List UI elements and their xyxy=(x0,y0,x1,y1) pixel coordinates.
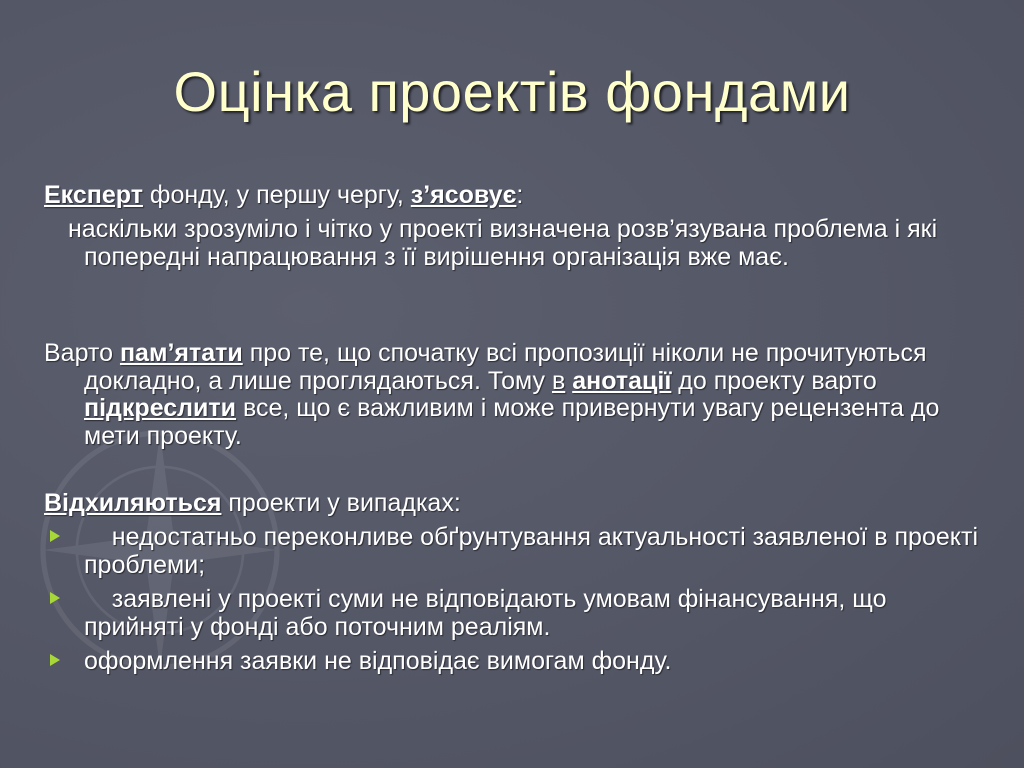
remember-text-4: до проекту варто xyxy=(671,366,877,395)
expert-detail-text: наскільки зрозуміло і чітко у проекті визначена розв’язувана проблема і які попередні напрацювання з її вирішення організація вже має. xyxy=(68,215,938,271)
remember-text-5: все, що є важливим і може привернути увагу рецензента до мети проекту. xyxy=(84,394,940,450)
expert-text-a: фонду, у першу чергу, xyxy=(142,181,411,209)
bullet-text-3: оформлення заявки не відповідає вимогам фонду. xyxy=(84,647,672,675)
remember-text-2: про те, що спочатку всі пропозиції ніколи не прочитуються докладно, а лише проглядаються. Тому xyxy=(84,339,927,395)
paragraph-expert xyxy=(44,182,984,210)
remember-term: пам’ятати xyxy=(119,339,243,367)
bullet-text xyxy=(84,648,984,676)
bullet-text-2: заявлені у проекті суми не відповідають умовам фінансування, що прийняті у фонді або поточним реаліям. xyxy=(84,585,894,641)
remember-text-1: Варто xyxy=(44,339,120,367)
annotation-term: анотації xyxy=(572,366,672,395)
bullet-text xyxy=(84,586,984,641)
clarifies-term: з’ясовує xyxy=(410,181,517,209)
slide-title: Оцінка проектів фондами xyxy=(173,60,851,123)
bullet-arrow-icon xyxy=(50,592,60,604)
paragraph-rejected xyxy=(44,490,984,518)
underline-term: підкреслити xyxy=(84,394,237,422)
paragraph-remember xyxy=(44,340,984,450)
bullet-text-1: недостатньо переконливе обґрунтування актуальності заявленої в проекті проблеми; xyxy=(84,523,985,579)
bullet-text xyxy=(84,524,984,579)
bullet-arrow-icon xyxy=(50,654,60,666)
in-term: в xyxy=(551,366,566,395)
expert-text-b: : xyxy=(516,181,524,209)
rejected-text: проекти у випадках: xyxy=(221,489,461,517)
rejected-term: Відхиляються xyxy=(44,489,222,517)
bullet-arrow-icon xyxy=(50,530,60,542)
expert-term: Експерт xyxy=(44,181,143,209)
paragraph-expert-detail xyxy=(68,216,984,271)
